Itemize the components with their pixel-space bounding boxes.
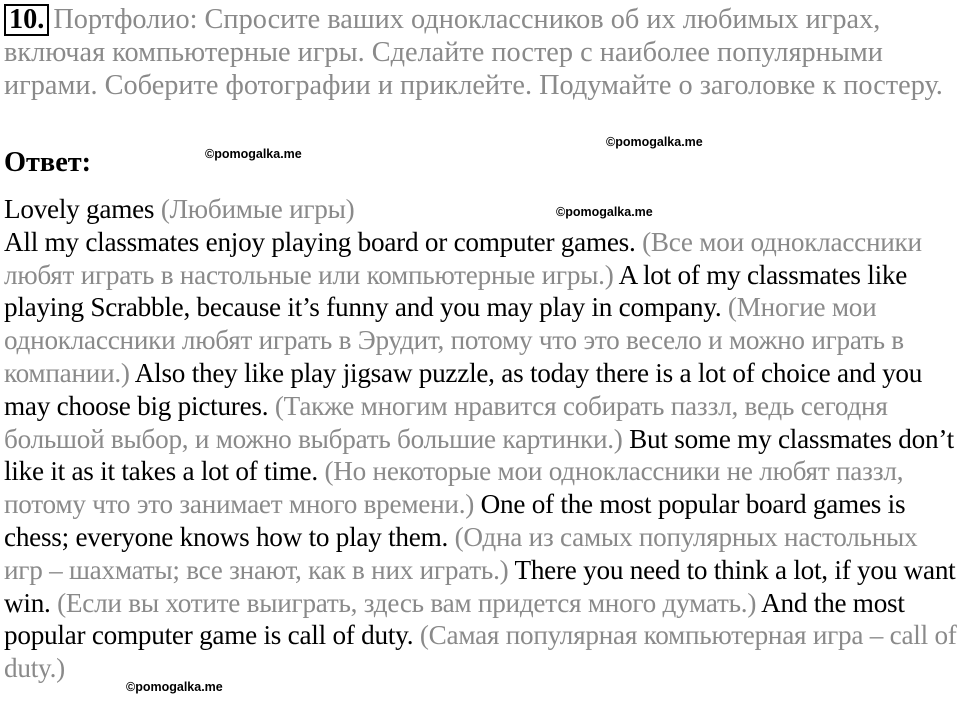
answer-paragraph xyxy=(4,226,959,685)
sentence-english: A lot of my classmates like playing Scrabble, because it’s funny and you may play in company. xyxy=(4,259,908,323)
watermark: ©pomogalka.me xyxy=(205,147,302,161)
sentence-translation: (Если вы хотите выиграть, здесь вам придется много думать.) xyxy=(50,587,762,618)
sentence-english: One of the most popular board games is chess; everyone knows how to play them. xyxy=(4,489,906,552)
sentence-translation: (Одна из самых популярных настольных игр – шахматы; все знают, как в них играть.) xyxy=(4,521,918,585)
sentence-english: All my classmates enjoy playing board or computer games. xyxy=(4,226,636,257)
answer-title-translation: (Любимые игры) xyxy=(154,194,355,224)
watermark: ©pomogalka.me xyxy=(606,135,703,149)
sentence-translation: (Самая популярная компьютерная игра – call of duty.) xyxy=(4,620,957,684)
task-prompt xyxy=(4,3,944,102)
watermark: ©pomogalka.me xyxy=(556,205,653,219)
sentence-english: And the most popular computer game is call of duty. xyxy=(4,587,905,651)
task-text: Портфолио: Спросите ваших одноклассников об их любимых играх, включая компьютерные игры. Сделайте постер с наиболее популярными играми. Соберите фотографии и приклейте. Подумайте о заголовке к постеру. xyxy=(4,4,943,101)
sentence-english: Also they like play jigsaw puzzle, as today there is a lot of choice and you may choose big pictures. xyxy=(4,357,923,421)
answer-heading: Ответ: xyxy=(4,147,92,178)
sentence-translation: (Многие мои одноклассники любят играть в Эрудит, потому что это весело и можно играть в компании.) xyxy=(4,292,904,388)
sentence-english: But some my classmates don’t like it as it takes a lot of time. xyxy=(4,423,954,487)
sentence-translation: (Все мои одноклассники любят играть в настольные или компьютерные игры.) xyxy=(4,226,922,290)
sentence-translation: (Но некоторые мои одноклассники не любят паззл, потому что это занимает много времени.) xyxy=(4,456,904,520)
task-number: 10. xyxy=(4,4,49,36)
answer-body xyxy=(4,193,959,685)
answer-title xyxy=(4,193,959,226)
watermark: ©pomogalka.me xyxy=(126,680,223,694)
sentence-english: There you need to think a lot, if you want win. xyxy=(4,554,956,618)
answer-title-english: Lovely games xyxy=(4,194,155,224)
sentence-translation: (Также многим нравится собирать паззл, ведь сегодня большой выбор, и можно выбрать большие картинки.) xyxy=(4,390,888,454)
